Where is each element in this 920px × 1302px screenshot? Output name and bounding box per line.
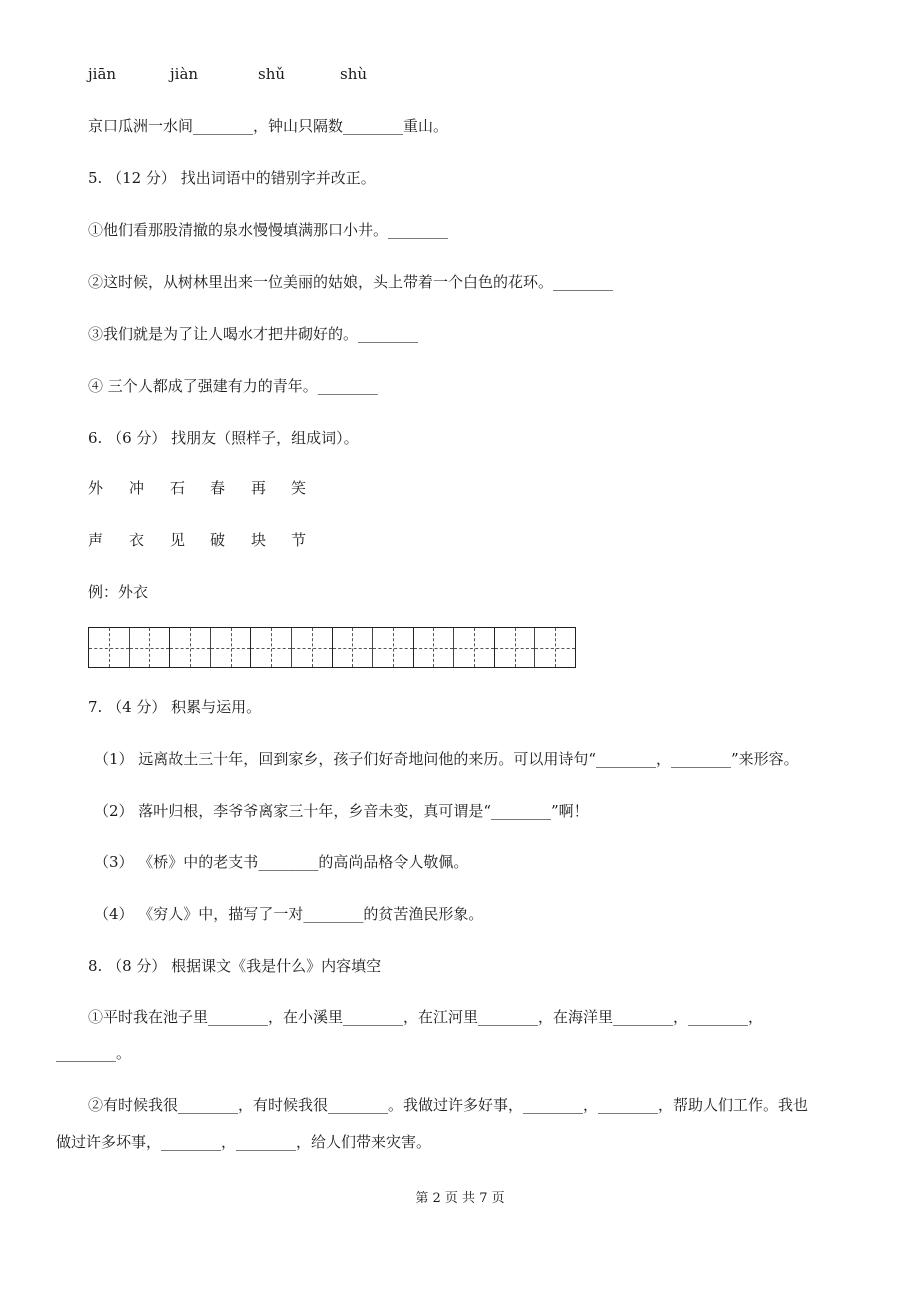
char: 再 (251, 479, 267, 497)
grid-cell[interactable] (89, 628, 129, 667)
char: 破 (210, 531, 226, 549)
q6-example: 例：外衣 (88, 583, 149, 601)
pinyin-1: jiān (88, 65, 117, 83)
char: 石 (170, 479, 186, 497)
q7-item-2: （2） 落叶归根，李爷爷离家三十年，乡音未变，真可谓是“________”啊！ (94, 802, 589, 820)
page-footer: 第 2 页 共 7 页 (415, 1191, 505, 1206)
char: 声 (88, 531, 104, 549)
pinyin-4: shù (340, 65, 368, 83)
q5-title: 5. （12 分） 找出词语中的错别字并改正。 (88, 169, 376, 187)
grid-cell[interactable] (291, 628, 332, 667)
q6-row-1 (88, 478, 348, 498)
q8-para-2-line-1: ②有时候我很________，有时候我很________。我做过许多好事，________，________，帮助人们工作。我也 (88, 1096, 809, 1114)
grid-box[interactable] (333, 628, 414, 667)
char: 块 (251, 531, 267, 549)
grid-box[interactable] (414, 628, 495, 667)
q8-para-1-line-2: ________。 (56, 1044, 132, 1062)
q5-item-4: ④ 三个人都成了强建有力的青年。________ (88, 377, 378, 395)
q6-row-2 (88, 530, 348, 550)
pinyin-2: jiàn (170, 65, 199, 83)
char: 春 (210, 479, 226, 497)
q7-item-1: （1） 远离故土三十年，回到家乡，孩子们好奇地问他的来历。可以用诗句“________，________”来形容。 (94, 750, 799, 768)
q6-title: 6. （6 分） 找朋友（照样子，组成词）。 (88, 429, 359, 447)
grid-cell[interactable] (453, 628, 494, 667)
grid-box[interactable] (251, 628, 332, 667)
grid-cell[interactable] (495, 628, 535, 667)
char: 见 (170, 531, 186, 549)
q8-para-1-line-1: ①平时我在池子里________，在小溪里________，在江河里________，在海洋里________，________， (88, 1008, 764, 1026)
q5-item-2: ②这时候，从树林里出来一位美丽的姑娘，头上带着一个白色的花环。________ (88, 273, 614, 291)
q5-item-1: ①他们看那股清撤的泉水慢慢填满那口小井。________ (88, 221, 449, 239)
grid-cell[interactable] (414, 628, 454, 667)
char: 节 (291, 531, 307, 549)
char: 外 (88, 479, 104, 497)
writing-grid (88, 627, 576, 668)
grid-box[interactable] (170, 628, 251, 667)
pinyin-3: shǔ (258, 65, 286, 83)
grid-cell[interactable] (333, 628, 373, 667)
poem-line: 京口瓜洲一水间________，钟山只隔数________重山。 (88, 117, 449, 135)
grid-cell[interactable] (534, 628, 575, 667)
pinyin-row (88, 64, 488, 84)
char: 冲 (129, 479, 145, 497)
q8-title: 8. （8 分） 根据课文《我是什么》内容填空 (88, 957, 382, 975)
q7-item-3: （3） 《桥》中的老支书________的高尚品格令人敬佩。 (94, 853, 469, 871)
grid-box[interactable] (495, 628, 575, 667)
grid-cell[interactable] (129, 628, 170, 667)
char: 笑 (291, 479, 307, 497)
grid-cell[interactable] (210, 628, 251, 667)
grid-cell[interactable] (170, 628, 210, 667)
q7-item-4: （4） 《穷人》中，描写了一对________的贫苦渔民形象。 (94, 905, 484, 923)
q7-title: 7. （4 分） 积累与运用。 (88, 698, 262, 716)
char: 衣 (129, 531, 145, 549)
grid-box[interactable] (89, 628, 170, 667)
grid-cell[interactable] (372, 628, 413, 667)
grid-cell[interactable] (251, 628, 291, 667)
q8-para-2-line-2: 做过许多坏事，________，________，给人们带来灾害。 (56, 1133, 432, 1151)
q5-item-3: ③我们就是为了让人喝水才把井砌好的。________ (88, 325, 419, 343)
